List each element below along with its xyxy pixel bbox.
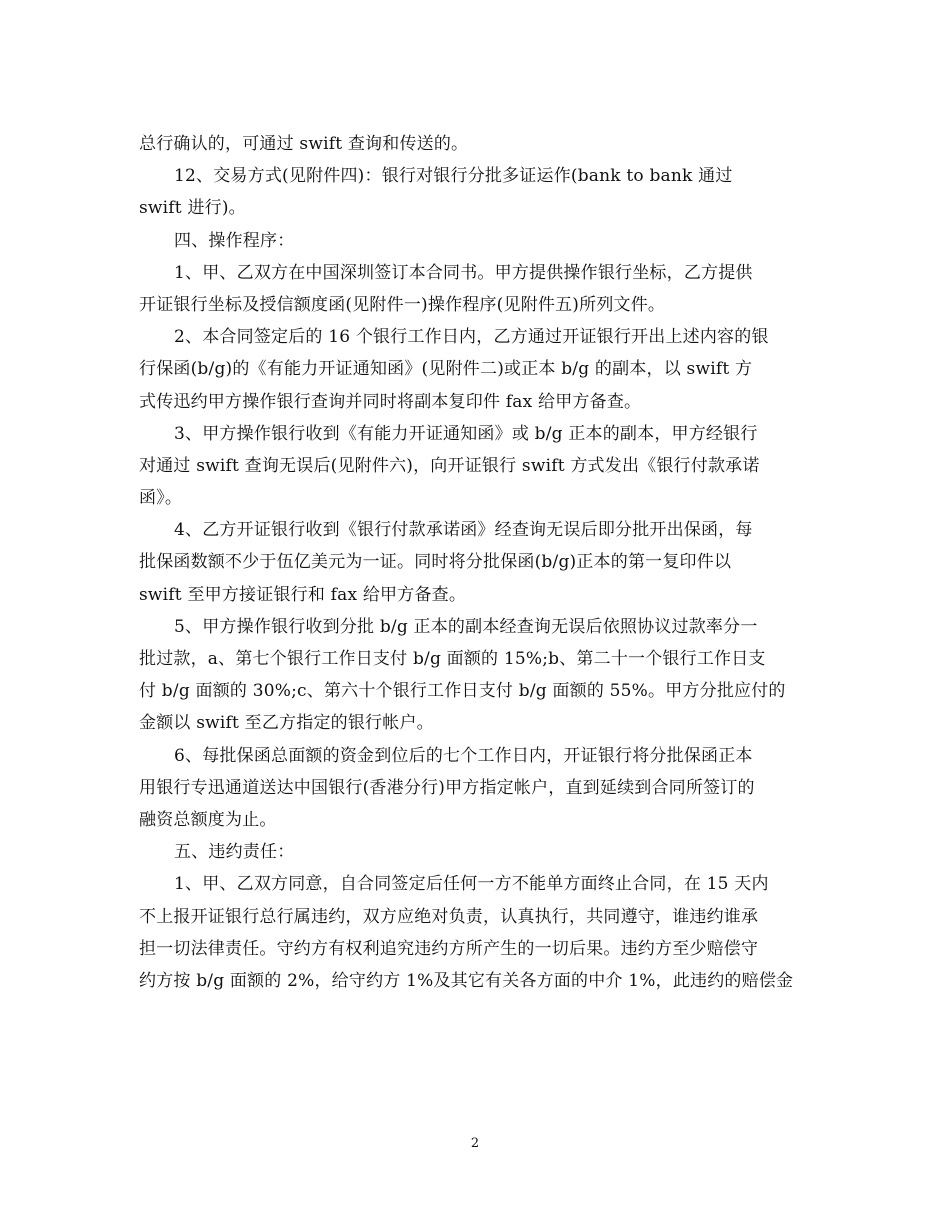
text-line: 批保函数额不少于伍亿美元为一证。同时将分批保函(b/g)正本的第一复印件以 [139,552,732,573]
text-line: 担一切法律责任。守约方有权利追究违约方所产生的一切后果。违约方至少赔偿守 [139,938,759,959]
text-line: 不上报开证银行总行属违约，双方应绝对负责，认真执行，共同遵守，谁违约谁承 [139,906,759,927]
section-heading: 四、操作程序： [174,230,295,251]
text-line: 约方按 b/g 面额的 2%，给守约方 1%及其它有关各方面的中介 1%，此违约的赔偿金 [139,970,794,991]
text-line: 12、交易方式(见附件四)：银行对银行分批多证运作(bank to bank 通过 [174,166,733,187]
text-line: 融资总额度为止。 [139,809,277,830]
text-line: swift 至甲方接证银行和 fax 给甲方备查。 [139,584,467,605]
text-line: 5、甲方操作银行收到分批 b/g 正本的副本经查询无误后依照协议过款率分一 [174,616,758,637]
text-line: 总行确认的，可通过 swift 查询和传送的。 [139,134,469,154]
text-line: 函》。 [139,488,183,509]
text-line: 2、本合同签定后的 16 个银行工作日内，乙方通过开证银行开出上述内容的银 [174,327,769,348]
text-line: 1、甲、乙双方同意，自合同签定后任何一方不能单方面终止合同，在 15 天内 [174,874,769,895]
text-line: swift 进行)。 [139,198,246,219]
text-line: 金额以 swift 至乙方指定的银行帐户。 [139,713,434,734]
text-line: 批过款，a、第七个银行工作日支付 b/g 面额的 15%;b、第二十一个银行工作日支 [139,649,766,669]
text-line: 6、每批保函总面额的资金到位后的七个工作日内，开证银行将分批保函正本 [174,745,753,766]
text-line: 付 b/g 面额的 30%;c、第六十个银行工作日支付 b/g 面额的 55%。甲方分批应付的 [139,681,786,702]
text-line: 式传迅约甲方操作银行查询并同时将副本复印件 fax 给甲方备查。 [139,391,642,412]
text-line: 对通过 swift 查询无误后(见附件六)，向开证银行 swift 方式发出《银行付款承诺 [139,455,760,476]
page-number: 2 [470,1136,480,1151]
document-body [139,128,811,997]
text-line: 用银行专迅通道送达中国银行(香港分行)甲方指定帐户，直到延续到合同所签订的 [139,777,755,798]
text-line: 4、乙方开证银行收到《银行付款承诺函》经查询无误后即分批开出保函，每 [174,520,753,541]
section-heading: 五、违约责任： [174,842,295,863]
text-line: 开证银行坐标及授信额度函(见附件一)操作程序(见附件五)所列文件。 [139,294,666,315]
text-line: 行保函(b/g)的《有能力开证通知函》(见附件二)或正本 b/g 的副本，以 swift 方 [139,359,753,380]
text-line: 1、甲、乙双方在中国深圳签订本合同书。甲方提供操作银行坐标，乙方提供 [174,262,753,283]
text-line: 3、甲方操作银行收到《有能力开证通知函》或 b/g 正本的副本，甲方经银行 [174,423,758,444]
